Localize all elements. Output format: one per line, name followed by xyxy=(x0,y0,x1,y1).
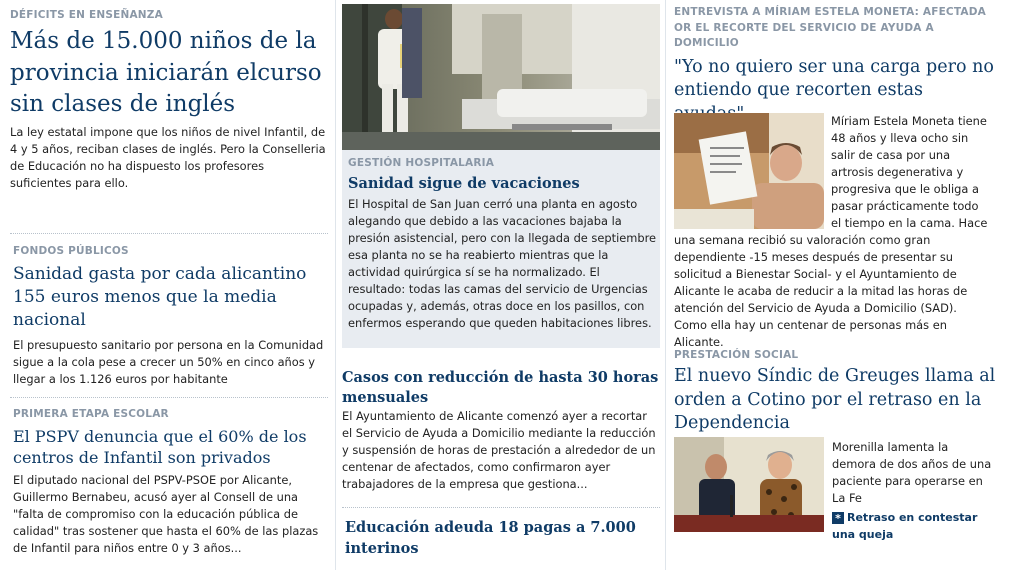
story-headline[interactable]: Casos con reducción de hasta 30 horas mensuales xyxy=(342,369,659,406)
divider xyxy=(10,233,328,234)
lead-kicker: DÉFICITS EN ENSEÑANZA xyxy=(10,9,163,21)
interview-story xyxy=(674,5,996,126)
story-headline[interactable]: Sanidad gasta por cada alicantino 155 euros menos que la media nacional xyxy=(13,264,307,330)
interview-headline[interactable]: "Yo no quiero ser una carga pero no entiendo que recorten estas xyxy=(674,56,994,100)
story-summary: El presupuesto sanitario por persona en la Comunidad sigue a la cola pese a crecer un 50% en cinco años y llegar a los 1.126 euros por habitante xyxy=(13,338,324,386)
story-kicker: PRESTACIÓN SOCIAL xyxy=(674,349,799,361)
story-block xyxy=(342,368,660,493)
lead-headline[interactable]: Más de 15.000 niños de la provincia iniciarán elcurso sin clases de inglés xyxy=(10,28,322,117)
story-summary: El diputado nacional del PSPV-PSOE por Alicante, Guillermo Bernabeu, acusó ayer al Consell de una "falta de compromiso con la educación pública de calidad" tras sostener que hasta el 60% de las plazas de Infantil para niños entre 0 y 3 años... xyxy=(13,473,319,555)
hospital-photo[interactable] xyxy=(342,4,660,150)
featured-kicker: GESTIÓN HOSPITALARIA xyxy=(348,157,495,169)
column-divider xyxy=(665,0,666,570)
related-link-label[interactable]: Retraso en contestar una queja xyxy=(832,511,978,541)
bullet-icon: * xyxy=(832,512,844,524)
featured-story xyxy=(342,4,660,348)
interview-summary-wrap xyxy=(674,113,992,351)
story-kicker: PRIMERA ETAPA ESCOLAR xyxy=(13,408,169,420)
story-headline[interactable]: Educación adeuda 18 pagas a 7.000 interinos xyxy=(345,519,636,557)
related-link[interactable] xyxy=(832,509,994,543)
divider xyxy=(342,507,660,508)
story-headline[interactable]: El nuevo Síndic de Greuges llama al orden a Cotino por el retraso en la Dependencia xyxy=(674,366,996,433)
featured-summary: El Hospital de San Juan cerró una planta en agosto alegando que debido a las vacaciones bajaba la presión asistencial, pero con la llegada de septiembre esa planta no se ha reabierto mientras que la actividad quirúrgica sí se ha normalizado. El resultado: todas las camas del servicio de Urgencias ocupadas y, además, otras doce en los pasillos, con enfermos esperando que queden habitaciones libres. xyxy=(348,197,657,330)
photo-float-spacer xyxy=(674,113,831,232)
lead-summary: La ley estatal impone que los niños de nivel Infantil, de 4 y 5 años, reciban clases de inglés. Pero la Conselleria de Educación no ha dispuesto los profesores suficientes para ello. xyxy=(10,124,326,190)
story-block xyxy=(345,517,655,559)
interview-summary: Míriam Estela Moneta tiene 48 años y lleva ocho sin salir de casa por una artrosis degenerativa y progresiva que le obliga a pasar prácticamente todo el tiempo en la cama. Hace una semana recibió su valoración como gran dependiente -15 meses después de presentar su solicitud a Bienestar Social- y el Ayuntamiento de Alicante le acaba de reducir a la mitad las horas de atención del Servicio de Ayuda a Domicilio (SAD). Como ella hay un centenar de personas más en Alicante. xyxy=(674,114,988,349)
story-kicker: FONDOS PÚBLICOS xyxy=(13,245,129,257)
sindic-photo[interactable] xyxy=(674,437,824,532)
hospital-corridor-image xyxy=(342,4,660,150)
story-block xyxy=(674,348,996,436)
story-summary: Morenilla lamenta la demora de dos años de una paciente para operarse en La Fe xyxy=(832,440,992,505)
lead-story xyxy=(10,8,328,192)
interview-kicker: ENTREVISTA A MÍRIAM ESTELA MONETA: AFECTADA OR EL RECORTE DEL SERVICIO DE AYUDA A DOMICILIO xyxy=(674,6,986,49)
story-summary: El Ayuntamiento de Alicante comenzó ayer a recortar el Servicio de Ayuda a Domicilio mediante la reducción y suspensión de horas de prestación a alrededor de un centenar de afectados, como confirmaron ayer trabajadores de la empresa que gestiona... xyxy=(342,409,656,491)
divider xyxy=(10,397,328,398)
story-block xyxy=(13,407,325,557)
press-conference-image xyxy=(674,437,824,532)
story-headline[interactable]: El PSPV denuncia que el 60% de los centros de Infantil son privados xyxy=(13,427,307,467)
sindic-summary-wrap xyxy=(832,439,994,543)
story-block xyxy=(13,244,325,388)
column-divider xyxy=(335,0,336,570)
featured-headline[interactable]: Sanidad sigue de vacaciones xyxy=(348,175,580,192)
